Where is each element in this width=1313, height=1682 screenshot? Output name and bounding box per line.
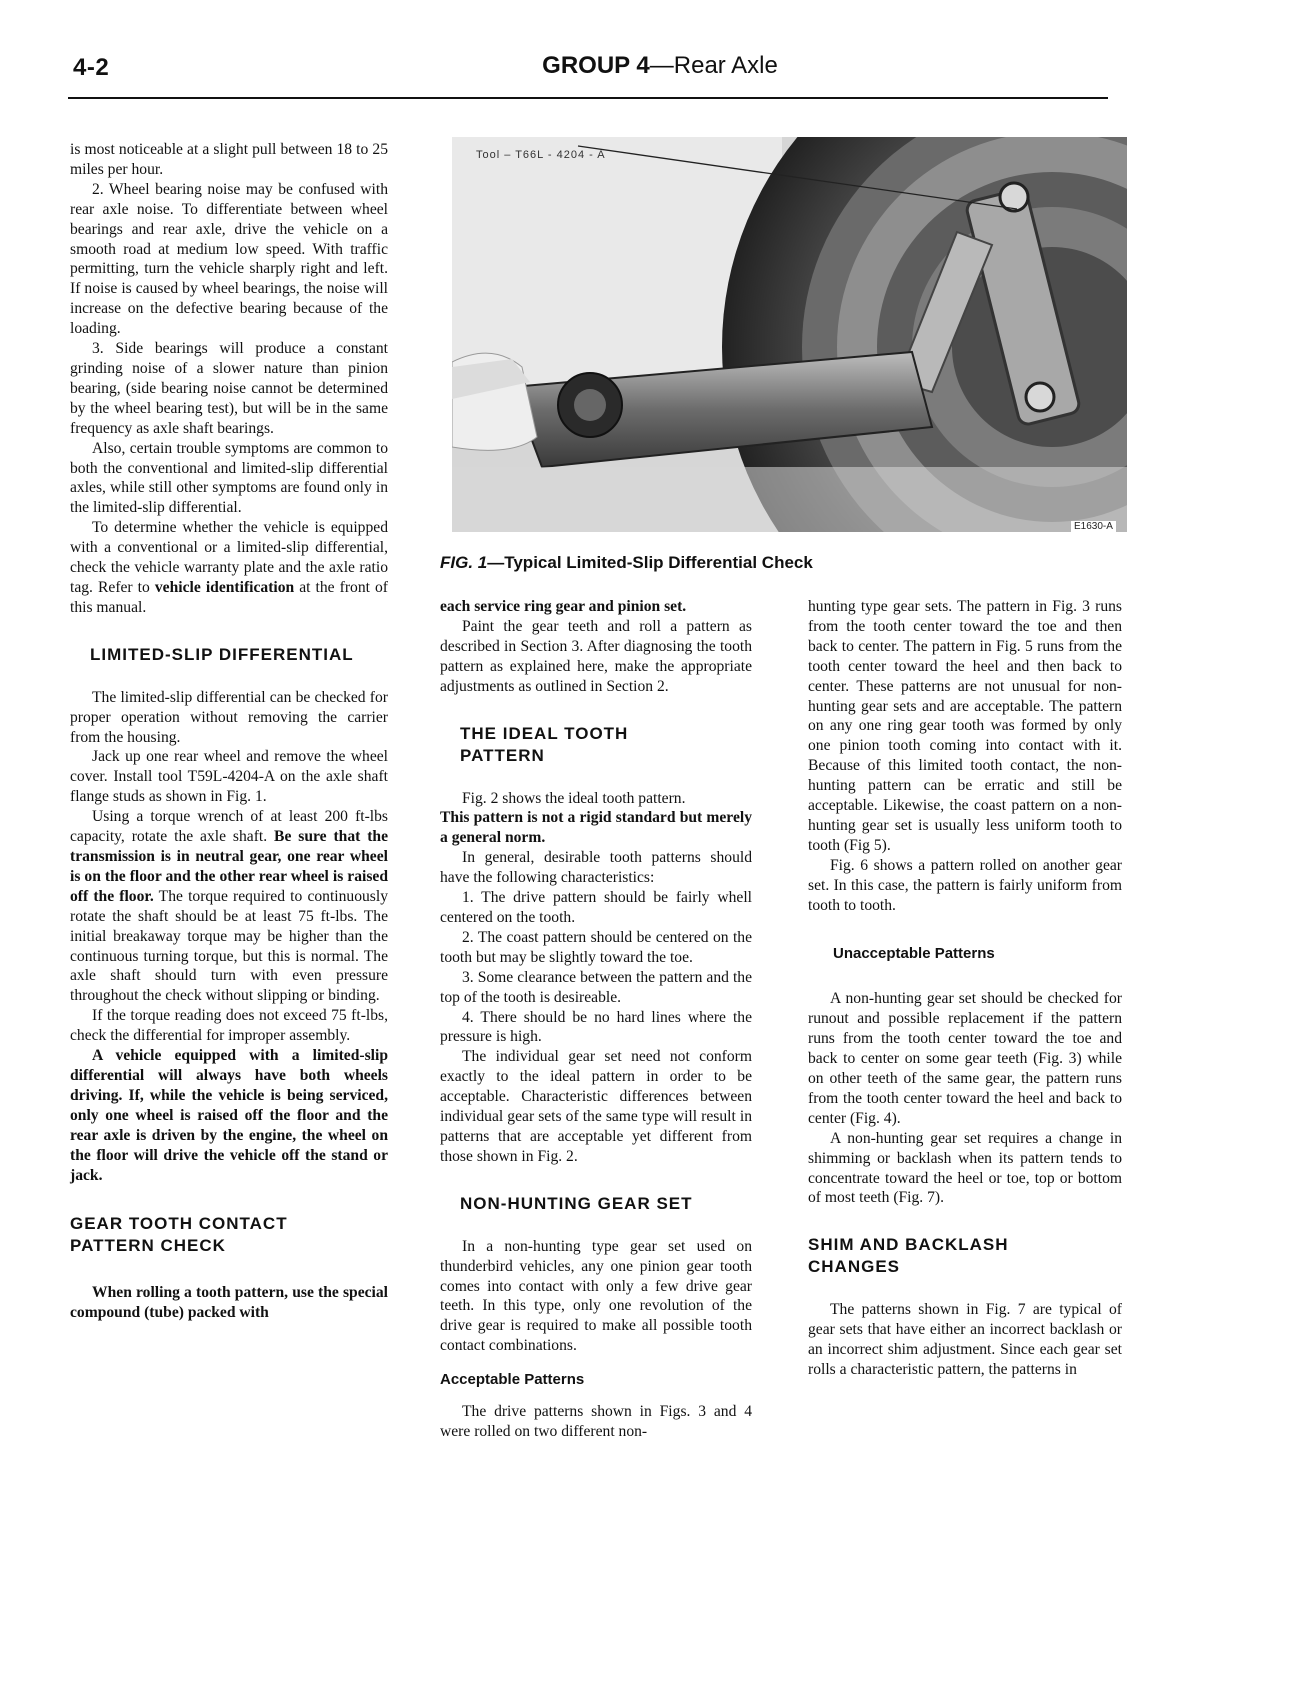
bold-text: Be sure that the transmission is in neutral gear, one rear wheel is on the floor and the other rear wheel is raised off the floor. bbox=[70, 828, 388, 905]
paragraph: The patterns shown in Fig. 7 are typical of gear sets that have either an incorrect backlash or an incorrect shim adjustment. Since each gear set rolls a characteristic pattern, the patterns in bbox=[808, 1301, 1122, 1379]
group-title: —Rear Axle bbox=[649, 52, 778, 79]
paragraph: is most noticeable at a slight pull between 18 to 25 miles per hour. bbox=[70, 141, 388, 178]
text-run: To determine whether the vehicle is equipped with a conventional or a limited-slip differential, check the vehicle warranty plate and the axle ratio tag. Refer to bbox=[70, 519, 388, 596]
subheading: Unacceptable Patterns bbox=[833, 944, 995, 962]
paragraph: If the torque reading does not exceed 75 ft-lbs, check the differential for improper assembly. bbox=[70, 1007, 388, 1045]
paragraph: each service ring gear and pinion set. bbox=[440, 598, 687, 615]
paragraph: A non-hunting gear set requires a change in shimming or backlash when its pattern tends to concentrate toward the heel or toe, top or bottom of most teeth (Fig. 7). bbox=[808, 1129, 1122, 1207]
paragraph: In general, desirable tooth patterns should have the following characteristics: bbox=[440, 849, 752, 887]
paragraph: 3. Side bearings will produce a constant grinding noise of a slower nature than pinion bearing, (side bearing noise cannot be determined by the wheel bearing test), but will be in the same frequency as axle shaft bearings. bbox=[70, 340, 388, 437]
paragraph: When rolling a tooth pattern, use the special compound (tube) packed with bbox=[70, 1284, 388, 1322]
figure-1-photo bbox=[452, 137, 1127, 532]
paragraph: hunting type gear sets. The pattern in Fig. 3 runs from the tooth center toward the toe and then back to center. The pattern in Fig. 5 runs from the tooth center toward the heel and then back to center. These patterns are not unusual for non-hunting gear sets and are acceptable. The pattern on any one ring gear tooth was formed by only one pinion tooth coming into contact with it. Because of this limited tooth contact, the non-hunting pattern can be erratic and still be acceptable. Likewise, the coast pattern on a non-hunting gear set is usually less uniform tooth to tooth (Fig 5). bbox=[808, 598, 1122, 854]
paragraph: Jack up one rear wheel and remove the wheel cover. Install tool T59L-4204-A on the axle shaft flange studs as shown in Fig. 1. bbox=[70, 748, 388, 806]
column-1 bbox=[70, 140, 388, 1323]
section-heading: GEAR TOOTH CONTACT PATTERN CHECK bbox=[70, 1214, 288, 1256]
paragraph: Also, certain trouble symptoms are common to both the conventional and limited-slip differential axles, while still other symptoms are found only in the limited-slip differential. bbox=[70, 439, 388, 517]
paragraph: 2. Wheel bearing noise may be confused with rear axle noise. To differentiate between wheel bearings and rear axle, drive the vehicle on a smooth road at medium low speed. With traffic permitting, turn the vehicle sharply right and left. If noise is caused by wheel bearings, the noise will increase on the defective bearing because of the loading. bbox=[70, 180, 388, 338]
figure-label: FIG. 1 bbox=[440, 553, 488, 572]
bold-paragraph: This pattern is not a rigid standard but merely a general norm. bbox=[440, 809, 752, 847]
paragraph: Fig. 6 shows a pattern rolled on another gear set. In this case, the pattern is fairly uniform from tooth to tooth. bbox=[808, 856, 1122, 914]
paragraph: Paint the gear teeth and roll a pattern as described in Section 3. After diagnosing the tooth pattern as explained here, make the appropriate adjustments as outlined in Section 2. bbox=[440, 617, 752, 695]
paragraph: 1. The drive pattern should be fairly whell centered on the tooth. bbox=[440, 889, 752, 926]
text-run: Using a torque wrench of at least 200 ft-lbs capacity, rotate the axle shaft. bbox=[70, 808, 388, 846]
section-heading: SHIM AND BACKLASH CHANGES bbox=[808, 1235, 1009, 1277]
text-run: at the front of this manual. bbox=[70, 578, 388, 616]
warning-paragraph: A vehicle equipped with a limited-slip differential will always have both wheels driving. If, while the vehicle is being serviced, only one wheel is raised off the floor and the rear axle is driven by the engine, the wheel on the floor will drive the vehicle off the stand or jack. bbox=[70, 1047, 388, 1184]
header-rule bbox=[68, 97, 1108, 99]
paragraph bbox=[70, 807, 388, 1006]
paragraph: 2. The coast pattern should be centered on the tooth but may be slightly toward the toe. bbox=[440, 928, 752, 966]
figure-caption-text: —Typical Limited-Slip Differential Check bbox=[487, 553, 813, 572]
group-label: GROUP 4 bbox=[542, 52, 650, 79]
paragraph: The drive patterns shown in Figs. 3 and 4 were rolled on two different non- bbox=[440, 1403, 752, 1440]
paragraph: In a non-hunting type gear set used on thunderbird vehicles, any one pinion gear tooth comes into contact with only a few drive gear teeth. In this type, only one revolution of the drive gear is required to make all possible tooth contact combinations. bbox=[440, 1237, 752, 1355]
paragraph: 3. Some clearance between the pattern and the top of the tooth is desireable. bbox=[440, 968, 752, 1006]
section-heading: LIMITED-SLIP DIFFERENTIAL bbox=[90, 644, 354, 664]
tool-callout-label: Tool – T66L - 4204 - A bbox=[476, 149, 606, 161]
page-header bbox=[380, 52, 940, 80]
paragraph: A non-hunting gear set should be checked for runout and possible replacement if the pattern runs from the tooth center toward the toe and back to center on some gear teeth (Fig. 3) while on other teeth of the same gear, the pattern runs from the tooth center toward the heel and back to center (Fig. 4). bbox=[808, 990, 1122, 1127]
photo-id: E1630-A bbox=[1071, 521, 1116, 532]
figure-caption bbox=[440, 553, 813, 573]
paragraph: Fig. 2 shows the ideal tooth pattern. bbox=[462, 789, 686, 807]
text-run: The torque required to continuously rotate the shaft should be at least 75 ft-lbs. The initial breakaway torque may be higher than the continuous turning torque, but this is normal. The axle shaft should turn with even pressure throughout the check without slipping or binding. bbox=[70, 887, 389, 1005]
paragraph bbox=[70, 518, 388, 618]
limited-slip-check-illustration bbox=[452, 137, 1127, 532]
paragraph: 4. There should be no hard lines where the pressure is high. bbox=[440, 1008, 752, 1046]
subheading: Acceptable Patterns bbox=[440, 1371, 585, 1389]
bold-text: vehicle identification bbox=[154, 578, 295, 596]
paragraph: The limited-slip differential can be checked for proper operation without removing the carrier from the housing. bbox=[70, 688, 388, 746]
page-number: 4-2 bbox=[73, 54, 110, 81]
section-heading: NON-HUNTING GEAR SET bbox=[460, 1193, 693, 1213]
column-2 bbox=[440, 597, 752, 1442]
paragraph: The individual gear set need not conform exactly to the ideal pattern in order to be acceptable. Characteristic differences between individual gear sets of the same type will result in patterns that are acceptable yet different from those shown in Fig. 2. bbox=[440, 1048, 752, 1165]
column-3 bbox=[808, 597, 1122, 1380]
section-heading: THE IDEAL TOOTH PATTERN bbox=[460, 723, 629, 765]
